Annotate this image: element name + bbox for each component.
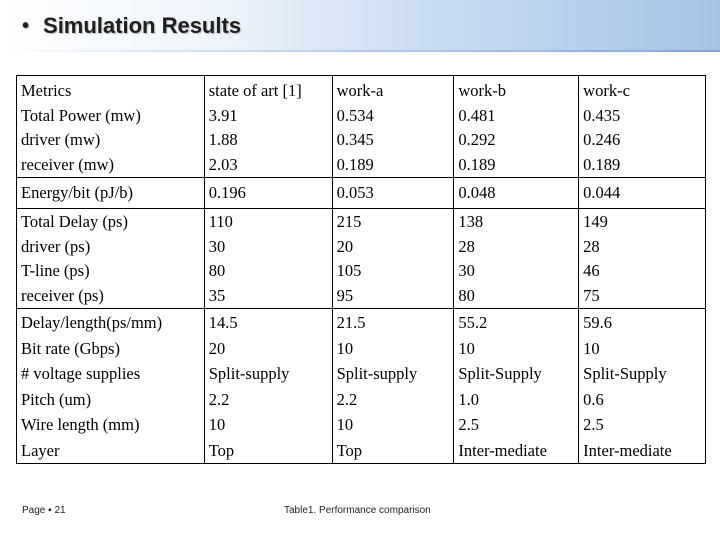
table-row-power bbox=[17, 76, 706, 178]
table-cell bbox=[17, 76, 205, 178]
cell-line: Total Delay (ps) bbox=[21, 212, 128, 231]
cell-line: 30 bbox=[458, 261, 475, 280]
table-cell bbox=[454, 309, 579, 464]
cell-line: Top bbox=[336, 440, 363, 460]
cell-line: driver (ps) bbox=[21, 236, 91, 256]
cell-line: 75 bbox=[583, 285, 600, 305]
table-cell bbox=[579, 209, 706, 309]
cell-line: T-line (ps) bbox=[21, 261, 90, 280]
cell-line: Split-supply bbox=[336, 364, 418, 383]
cell-line: work-a bbox=[336, 81, 384, 100]
cell-line: 0.189 bbox=[583, 154, 621, 174]
table-row-delay bbox=[17, 209, 706, 309]
table-cell bbox=[204, 76, 332, 178]
cell-line: 2.5 bbox=[458, 415, 479, 434]
cell-line: state of art [1] bbox=[208, 81, 302, 100]
cell-line: Split-Supply bbox=[583, 364, 667, 383]
cell-line: 21.5 bbox=[336, 313, 366, 332]
table-row-specs bbox=[17, 309, 706, 464]
table-cell bbox=[454, 76, 579, 178]
cell-line: 0.481 bbox=[458, 105, 496, 125]
cell-line: 3.91 bbox=[208, 105, 238, 125]
cell-line: Split-Supply bbox=[458, 364, 542, 383]
table-caption: Table1. Performance comparison bbox=[284, 505, 431, 516]
cell-line: Top bbox=[208, 440, 235, 460]
table-cell bbox=[17, 209, 205, 309]
cell-line: 80 bbox=[458, 285, 475, 305]
cell-line: 105 bbox=[336, 261, 362, 280]
table-cell bbox=[579, 178, 706, 209]
cell-line: 30 bbox=[208, 236, 226, 256]
table-cell bbox=[204, 178, 332, 209]
cell-line: 0.196 bbox=[208, 182, 246, 202]
cell-line: Bit rate (Gbps) bbox=[21, 338, 120, 358]
cell-line: receiver (mw) bbox=[21, 154, 114, 174]
cell-line: 1.0 bbox=[458, 389, 479, 409]
cell-line: Inter-mediate bbox=[583, 440, 672, 460]
cell-line: 10 bbox=[208, 415, 226, 434]
table-cell bbox=[579, 309, 706, 464]
cell-line: Inter-mediate bbox=[458, 440, 547, 460]
cell-line: 10 bbox=[336, 338, 354, 358]
cell-line: Metrics bbox=[21, 81, 72, 100]
slide-title-text: Simulation Results bbox=[43, 13, 242, 38]
cell-line: 55.2 bbox=[458, 313, 488, 332]
cell-line: work-c bbox=[583, 81, 630, 100]
cell-line: 0.189 bbox=[458, 154, 496, 174]
cell-line: 215 bbox=[336, 212, 362, 231]
table-cell bbox=[17, 309, 205, 464]
cell-line: 0.345 bbox=[336, 130, 374, 149]
table-cell bbox=[579, 76, 706, 178]
cell-line: 10 bbox=[458, 338, 475, 358]
table-cell bbox=[332, 309, 454, 464]
cell-line: 149 bbox=[583, 212, 608, 231]
cell-line: 0.435 bbox=[583, 105, 621, 125]
cell-line: 1.88 bbox=[208, 130, 238, 149]
cell-line: 0.246 bbox=[583, 130, 621, 149]
cell-line: Split-supply bbox=[208, 364, 290, 383]
table-cell bbox=[204, 209, 332, 309]
cell-line: 10 bbox=[583, 338, 600, 358]
cell-line: 138 bbox=[458, 212, 484, 231]
cell-line: 2.03 bbox=[208, 154, 238, 174]
cell-line: 110 bbox=[208, 212, 233, 231]
cell-line: 0.6 bbox=[583, 389, 604, 409]
cell-line: 20 bbox=[336, 236, 354, 256]
cell-line: 0.189 bbox=[336, 154, 374, 174]
cell-line: 14.5 bbox=[208, 313, 238, 332]
cell-line: Wire length (mm) bbox=[21, 415, 140, 434]
cell-line: 28 bbox=[583, 236, 600, 256]
page-number: Page ▪ 21 bbox=[22, 505, 66, 516]
cell-line: 59.6 bbox=[583, 313, 613, 332]
table-cell bbox=[204, 309, 332, 464]
cell-line: Delay/length(ps/mm) bbox=[21, 313, 163, 332]
cell-line: work-b bbox=[458, 81, 507, 100]
cell-line: Pitch (um) bbox=[21, 389, 92, 409]
cell-line: Total Power (mw) bbox=[21, 105, 141, 125]
cell-line: 2.2 bbox=[336, 389, 358, 409]
cell-line: # voltage supplies bbox=[21, 364, 141, 383]
cell-line: 46 bbox=[583, 261, 600, 280]
cell-line: 0.053 bbox=[336, 182, 374, 202]
cell-line: 10 bbox=[336, 415, 354, 434]
cell-line: 95 bbox=[336, 285, 354, 305]
cell-line: Layer bbox=[21, 440, 60, 460]
table-cell bbox=[454, 178, 579, 209]
cell-line: 2.2 bbox=[208, 389, 230, 409]
cell-line: Energy/bit (pJ/b) bbox=[21, 182, 133, 202]
cell-line: 0.048 bbox=[458, 182, 496, 202]
performance-table bbox=[16, 75, 706, 464]
cell-line: 0.292 bbox=[458, 130, 496, 149]
table-cell bbox=[332, 76, 454, 178]
cell-line: receiver (ps) bbox=[21, 285, 104, 305]
cell-line: 0.534 bbox=[336, 105, 374, 125]
cell-line: driver (mw) bbox=[21, 130, 101, 149]
title-bullet: • bbox=[22, 14, 30, 37]
table-cell bbox=[17, 178, 205, 209]
slide-title bbox=[22, 10, 241, 42]
cell-line: 80 bbox=[208, 261, 226, 280]
table-cell bbox=[454, 209, 579, 309]
table-cell bbox=[332, 209, 454, 309]
table-row-energy bbox=[17, 178, 706, 209]
cell-line: 20 bbox=[208, 338, 226, 358]
table-cell bbox=[332, 178, 454, 209]
cell-line: 2.5 bbox=[583, 415, 604, 434]
cell-line: 35 bbox=[208, 285, 226, 305]
cell-line: 28 bbox=[458, 236, 475, 256]
cell-line: 0.044 bbox=[583, 182, 621, 202]
